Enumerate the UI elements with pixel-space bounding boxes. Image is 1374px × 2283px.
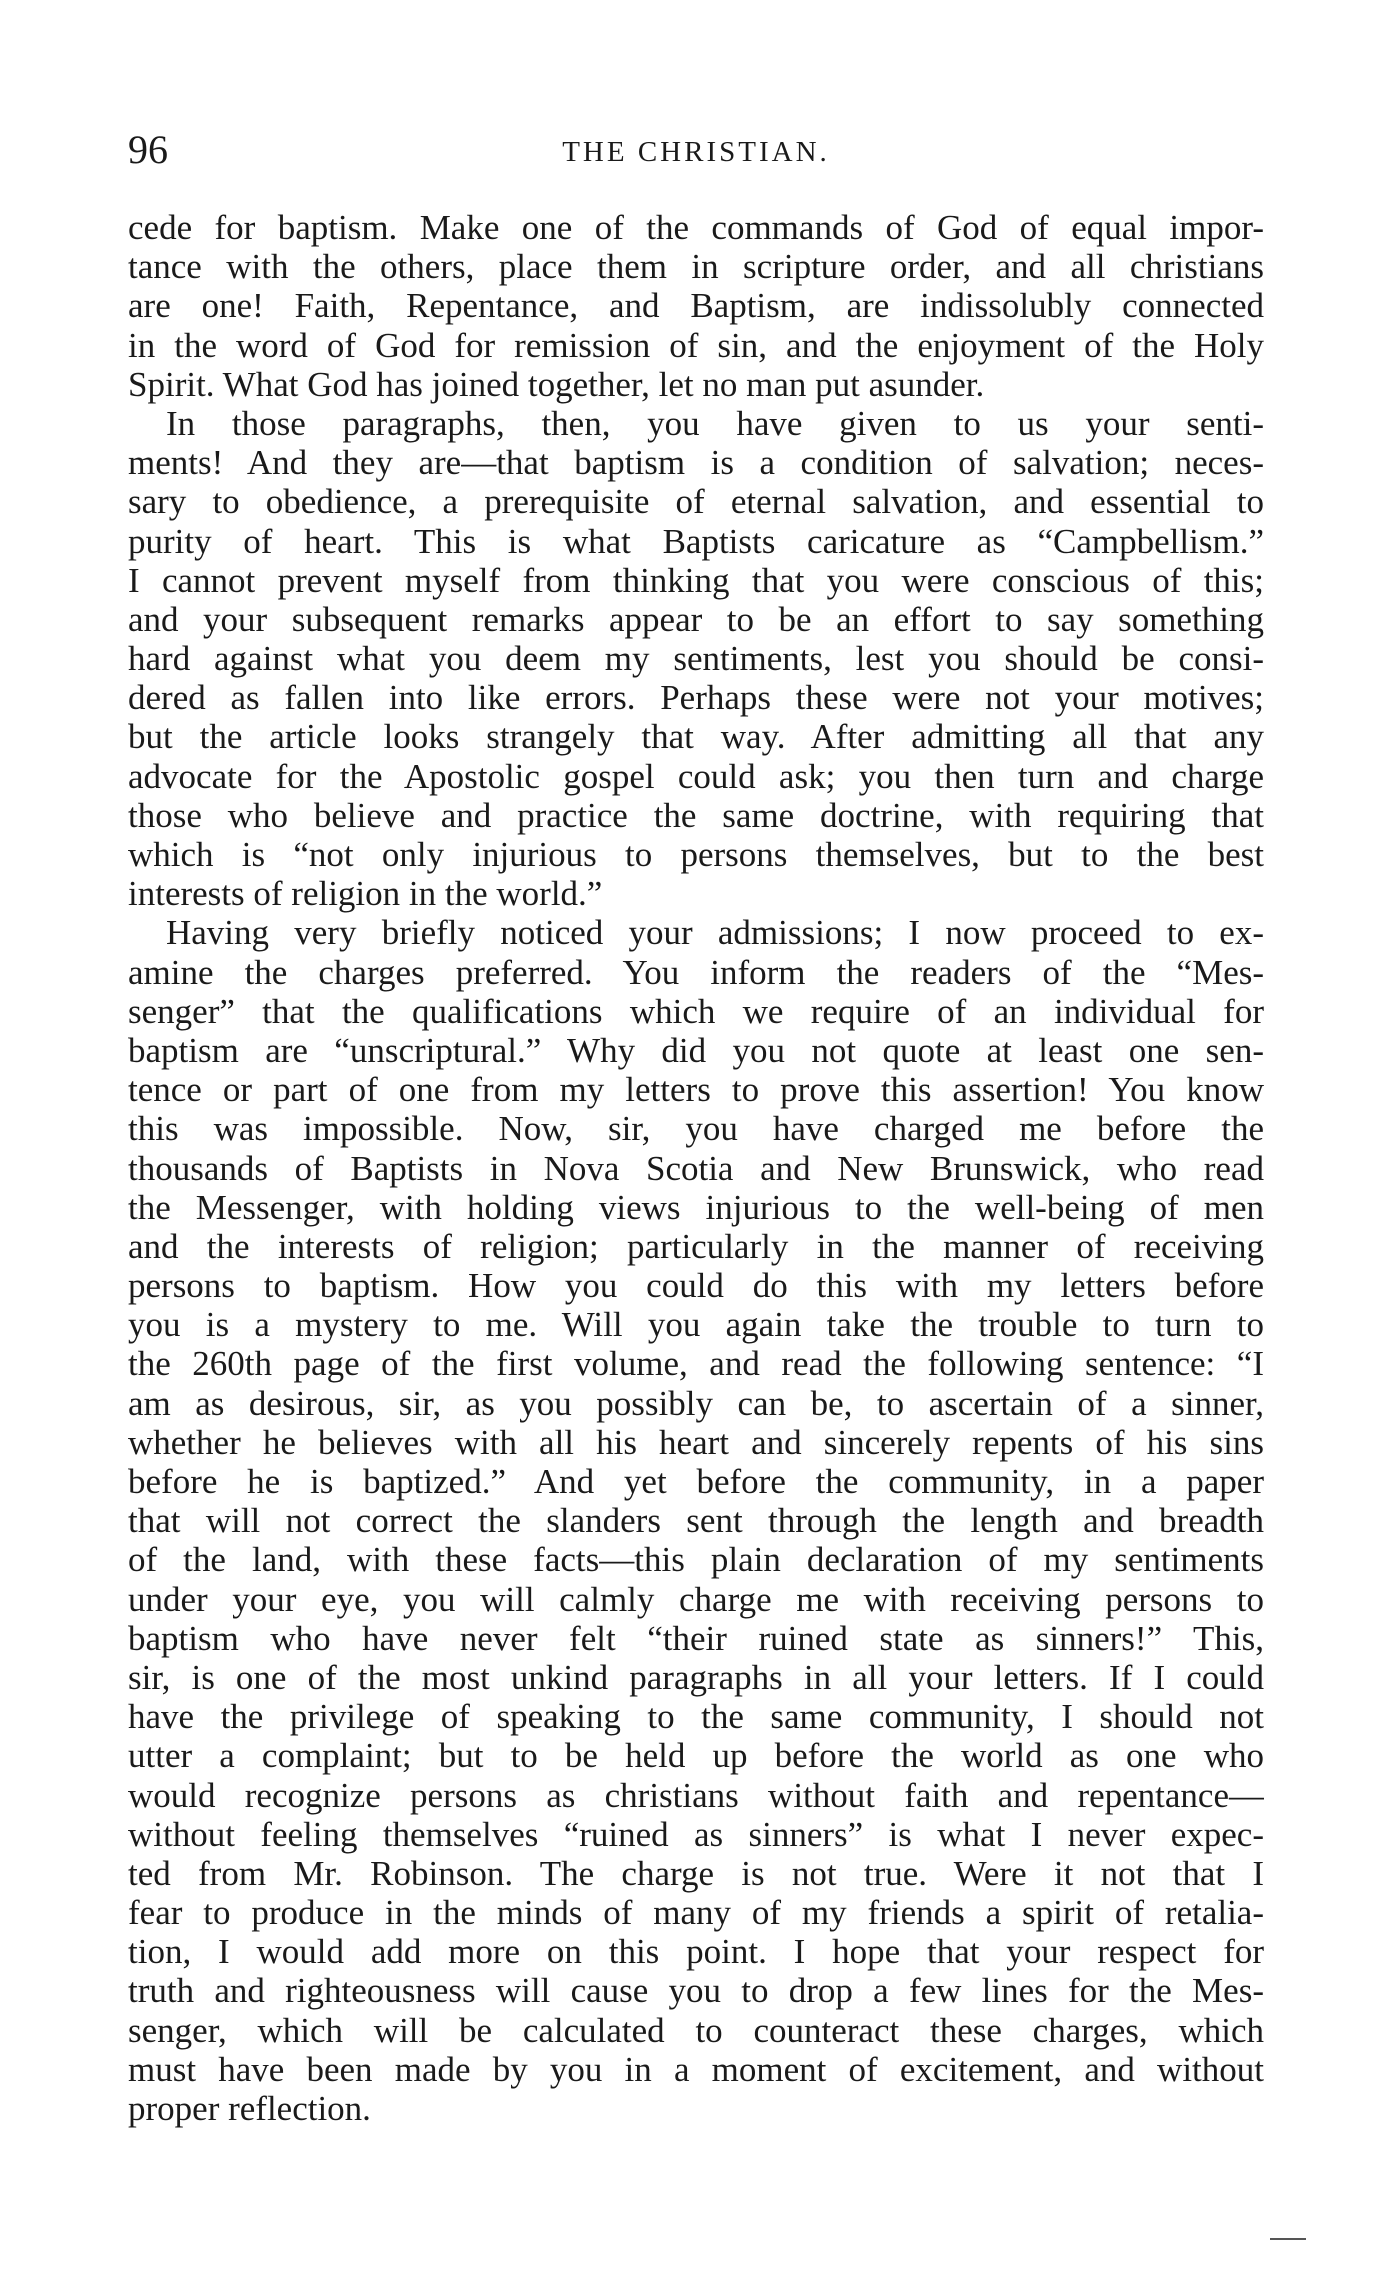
text-line: I cannot prevent myself from thinking that you were conscious of this;	[128, 560, 1264, 600]
text-line: those who believe and practice the same doctrine, with requiring that	[128, 795, 1264, 835]
text-line: proper reflection.	[128, 2089, 371, 2128]
text-line: tion, I would add more on this point. I hope that your respect for	[128, 1932, 1264, 1972]
text-line: before he is baptized.” And yet before the community, in a paper	[128, 1462, 1264, 1501]
text-line: baptism are “unscriptural.” Why did you not quote at least one sen-	[128, 1030, 1264, 1070]
text-line: sary to obedience, a prerequisite of eternal salvation, and essential to	[128, 482, 1264, 522]
text-line: persons to baptism. How you could do this with my letters before	[128, 1266, 1264, 1306]
text-line: would recognize persons as christians without faith and repentance—	[128, 1775, 1264, 1815]
text-line: am as desirous, sir, as you possibly can be, to ascertain of a sinner,	[128, 1383, 1264, 1423]
text-line: which is “not only injurious to persons themselves, but to the best	[128, 835, 1264, 874]
text-line: senger” that the qualifications which we require of an individual for	[128, 991, 1264, 1031]
text-line: cede for baptism. Make one of the commands of God of equal impor-	[128, 208, 1264, 247]
text-line: interests of religion in the world.”	[128, 874, 603, 914]
bottom-rule-mark	[1270, 2238, 1306, 2240]
text-line: hard against what you deem my sentiments, lest you should be consi-	[128, 639, 1264, 679]
text-line: without feeling themselves “ruined as sinners” is what I never expec-	[128, 1814, 1264, 1854]
text-line: tence or part of one from my letters to prove this assertion! You know	[128, 1070, 1264, 1110]
text-line: ments! And they are—that baptism is a condition of salvation; neces-	[128, 443, 1264, 483]
text-line: senger, which will be calculated to counteract these charges, which	[128, 2010, 1264, 2050]
text-line: ted from Mr. Robinson. The charge is not true. Were it not that I	[128, 1853, 1264, 1893]
page-number: 96	[128, 127, 168, 172]
text-line: advocate for the Apostolic gospel could ask; you then turn and charge	[128, 756, 1264, 796]
text-line: and the interests of religion; particularly in the manner of receiving	[128, 1226, 1264, 1266]
text-line: fear to produce in the minds of many of my friends a spirit of retalia-	[128, 1893, 1264, 1933]
text-line: Having very briefly noticed your admissions; I now proceed to ex-	[166, 913, 1264, 953]
text-line: this was impossible. Now, sir, you have charged me before the	[128, 1109, 1264, 1149]
text-line: utter a complaint; but to be held up before the world as one who	[128, 1736, 1264, 1776]
running-head	[128, 128, 1264, 172]
text-line: that will not correct the slanders sent through the length and breadth	[128, 1501, 1264, 1541]
text-line: in the word of God for remission of sin, and the enjoyment of the Holy	[128, 325, 1264, 365]
text-line: truth and righteousness will cause you to drop a few lines for the Mes-	[128, 1971, 1264, 2011]
text-line: Spirit. What God has joined together, let no man put asunder.	[128, 364, 985, 404]
text-line: under your eye, you will calmly charge me with receiving persons to	[128, 1579, 1264, 1619]
text-line: whether he believes with all his heart and sincerely repents of his sins	[128, 1422, 1264, 1462]
text-line: of the land, with these facts—this plain declaration of my sentiments	[128, 1540, 1264, 1580]
text-line: and your subsequent remarks appear to be an effort to say something	[128, 599, 1264, 639]
text-line: thousands of Baptists in Nova Scotia and New Brunswick, who read	[128, 1148, 1264, 1188]
text-line: sir, is one of the most unkind paragraphs in all your letters. If I could	[128, 1657, 1264, 1697]
text-line: you is a mystery to me. Will you again take the trouble to turn to	[128, 1305, 1264, 1345]
text-line: In those paragraphs, then, you have given to us your senti-	[166, 403, 1264, 443]
text-line: are one! Faith, Repentance, and Baptism, are indissolubly connected	[128, 286, 1264, 326]
text-line: purity of heart. This is what Baptists caricature as “Campbellism.”	[128, 521, 1264, 561]
text-line: the 260th page of the first volume, and read the following sentence: “I	[128, 1344, 1264, 1384]
running-title: THE CHRISTIAN.	[562, 136, 830, 168]
text-line: dered as fallen into like errors. Perhaps these were not your motives;	[128, 678, 1264, 718]
text-line: but the article looks strangely that way. After admitting all that any	[128, 717, 1264, 757]
text-line: have the privilege of speaking to the same community, I should not	[128, 1697, 1264, 1737]
text-line: amine the charges preferred. You inform the readers of the “Mes-	[128, 952, 1264, 992]
text-line: tance with the others, place them in scripture order, and all christians	[128, 247, 1264, 287]
text-line: baptism who have never felt “their ruined state as sinners!” This,	[128, 1618, 1264, 1658]
text-line: the Messenger, with holding views injurious to the well-being of men	[128, 1187, 1264, 1227]
text-line: must have been made by you in a moment of excitement, and without	[128, 2049, 1264, 2089]
body-text	[128, 208, 1264, 2128]
